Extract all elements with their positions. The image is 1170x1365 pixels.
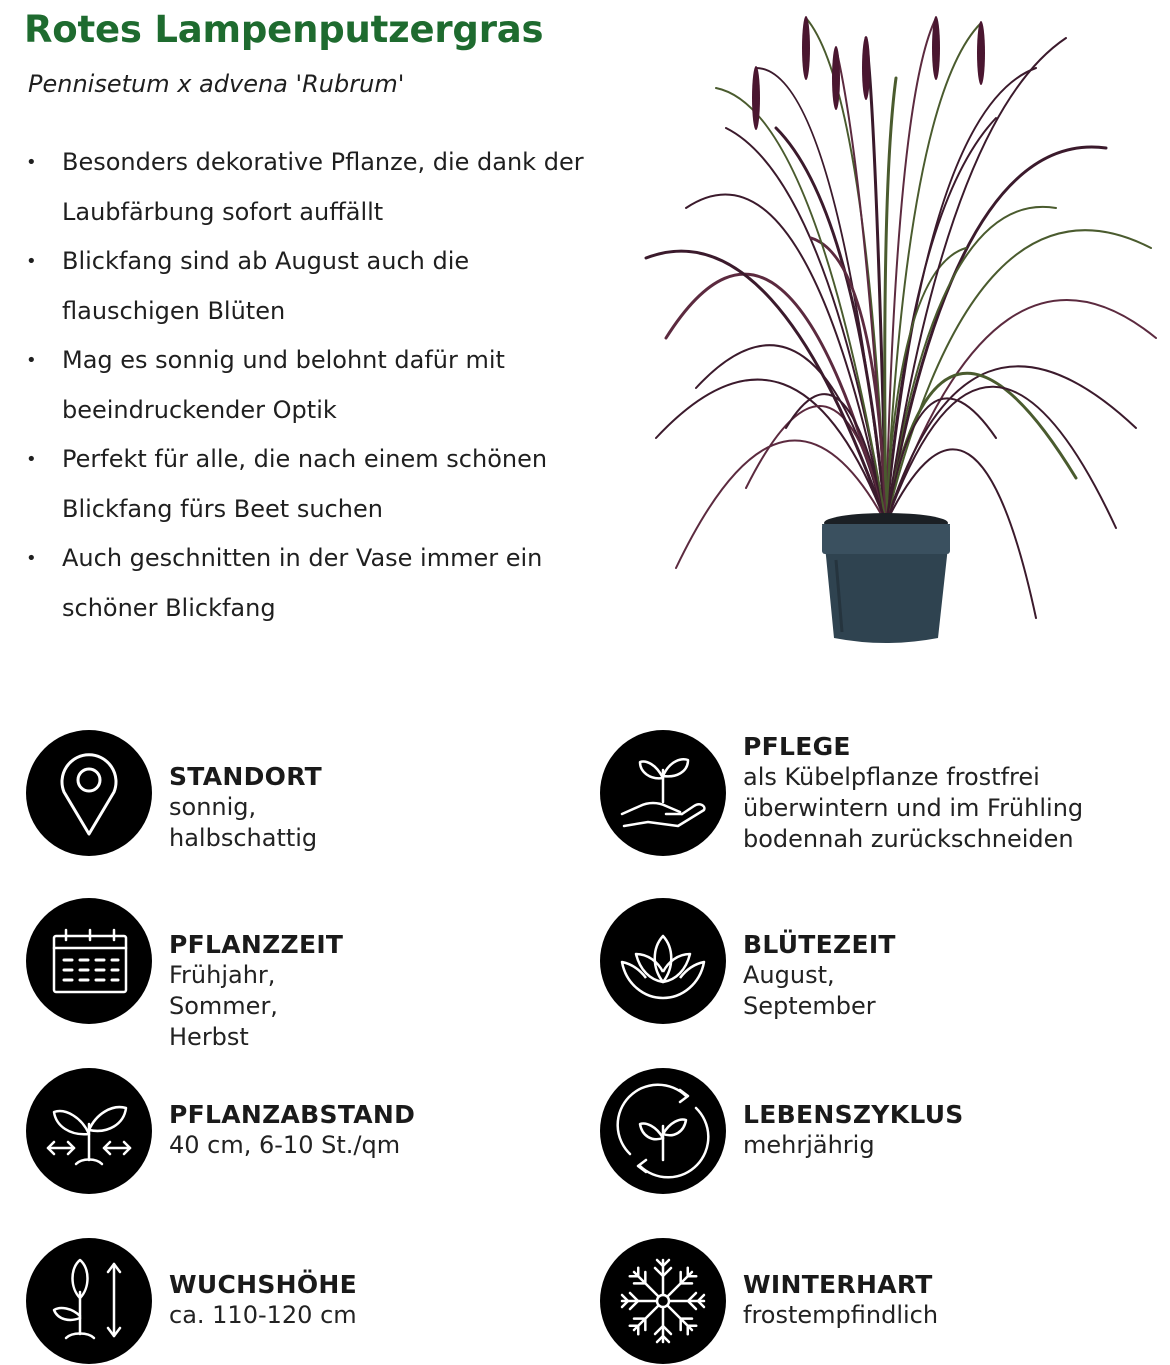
plant-photo	[636, 8, 1166, 658]
feature-value: Frühjahr, Sommer, Herbst	[169, 961, 278, 1051]
feature-bullet-list	[22, 138, 602, 633]
plant-spacing-icon	[26, 1068, 152, 1194]
feature-value: frostempfindlich	[743, 1301, 939, 1329]
botanical-name: Pennisetum x advena 'Rubrum'	[28, 70, 405, 98]
feature-label: PFLEGE	[743, 732, 851, 761]
feature-label: WINTERHART	[743, 1270, 933, 1299]
plant-in-hand-icon	[600, 730, 726, 856]
feature-value: als Kübelpflanze frostfrei überwintern und im Frühling bodennah zurückschneiden	[743, 763, 1084, 853]
feature-label: BLÜTEZEIT	[743, 930, 896, 959]
snowflake-icon	[600, 1238, 726, 1364]
lotus-flower-icon	[600, 898, 726, 1024]
plant-pot	[822, 513, 950, 643]
bullet-item: • Blickfang sind ab August auch die flauschigen Blüten	[22, 237, 602, 336]
bullet-item: • Mag es sonnig und belohnt dafür mit beeindruckender Optik	[22, 336, 602, 435]
calendar-icon	[26, 898, 152, 1024]
growth-height-icon	[26, 1238, 152, 1364]
life-cycle-icon	[600, 1068, 726, 1194]
product-title: Rotes Lampenputzergras	[24, 8, 544, 51]
bullet-item: • Auch geschnitten in der Vase immer ein schöner Blickfang	[22, 534, 602, 633]
feature-label: PFLANZZEIT	[169, 930, 344, 959]
bullet-item: • Perfekt für alle, die nach einem schönen Blickfang fürs Beet suchen	[22, 435, 602, 534]
feature-label: STANDORT	[169, 762, 322, 791]
feature-label: LEBENSZYKLUS	[743, 1100, 964, 1129]
feature-label: WUCHSHÖHE	[169, 1270, 358, 1299]
feature-label: PFLANZABSTAND	[169, 1100, 416, 1129]
location-pin-icon	[26, 730, 152, 856]
feature-value: sonnig, halbschattig	[169, 793, 318, 852]
bullet-item: • Besonders dekorative Pflanze, die dank der Laubfärbung sofort auffällt	[22, 138, 602, 237]
feature-value: August, September	[743, 961, 876, 1020]
feature-value: ca. 110-120 cm	[169, 1301, 357, 1329]
feature-value: mehrjährig	[743, 1131, 875, 1159]
feature-value: 40 cm, 6-10 St./qm	[169, 1131, 401, 1159]
